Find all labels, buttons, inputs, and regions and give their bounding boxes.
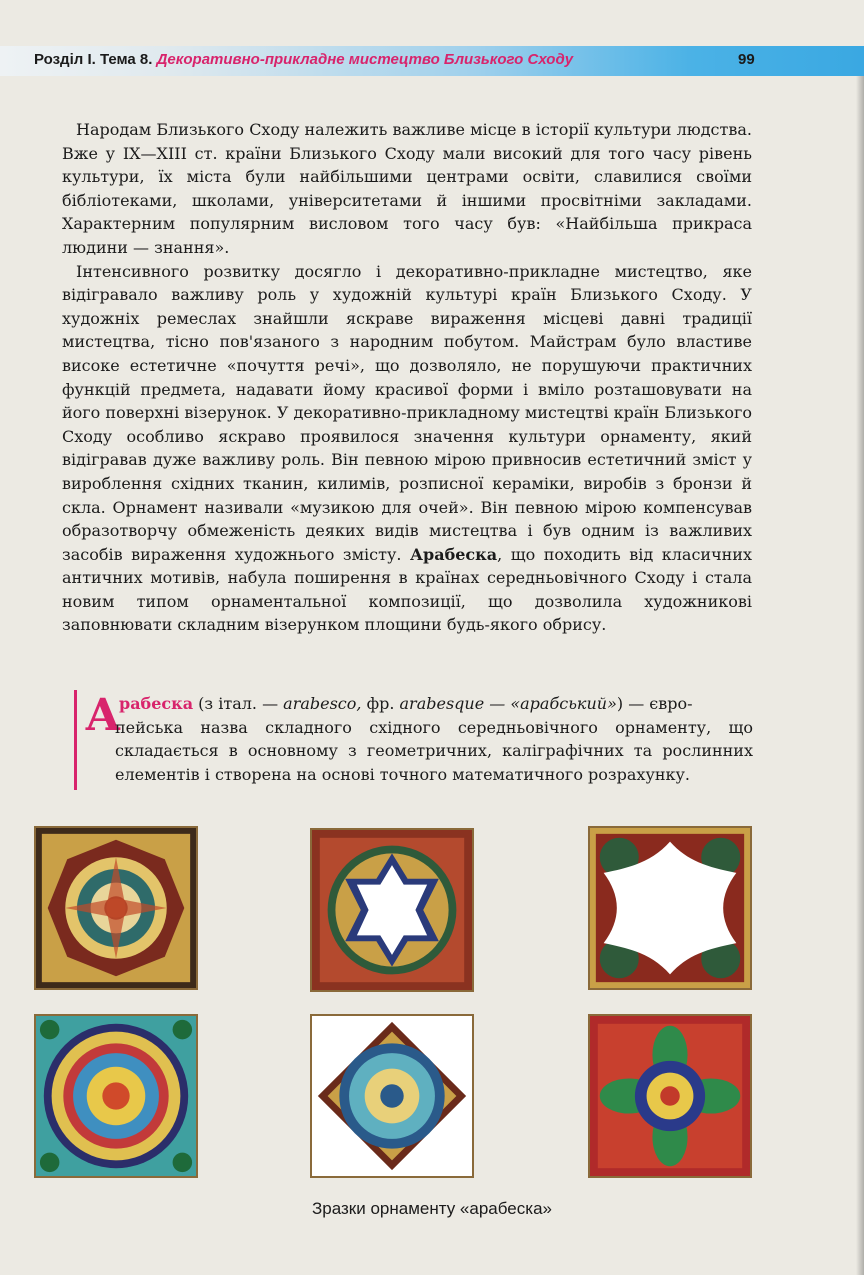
topic-title: Декоративно-прикладне мистецтво Близького Сходу (156, 51, 574, 68)
definition-close: ) — євро- (616, 694, 693, 713)
ornament-image-3 (588, 826, 752, 990)
section-title: Розділ І. Тема 8. (34, 51, 153, 68)
ornament-image-6 (588, 1014, 752, 1178)
figure-caption: Зразки орнаменту «арабеска» (312, 1199, 552, 1218)
page-header (0, 46, 864, 76)
paragraph-2-end: , що походить від класичних античних мотивів, набула поширення в країнах середньовічного Сходу і стала новим типом орнаментальної композиції, що дозволила художникові заповнювати складним візерунком площини будь-якого обрису. (62, 544, 752, 635)
term-arabesque: Арабеска (409, 544, 498, 564)
ornament-image-2 (310, 828, 474, 992)
paragraph-2-start: Інтенсивного розвитку досягло і декоративно-прикладне мистецтво, яке відігравало важливу роль у художній культурі країн Близького Сходу. У художніх ремеслах знайшли яскраве вираження місцеві давні традиції мистецтва, тісно пов'язаного з народним побутом. Майстрам було властиве високе естетичне «почуття речі», що дозволяло, не порушуючи практичних функцій предмета, надавати йому красивої форми і вміло розташовувати на його поверхні візерунок. У декоративно-прикладному мистецтві країн Близького Сходу особливо яскраво проявилося значення культури орнаменту, який відігравав дуже важливу роль. Він певною мірою привносив естетичний зміст у вироблення східних тканин, килимів, розписної кераміки, виробів з бронзи й скла. Орнамент називали «музикою для очей». Він певною мірою компенсував образотворчу обмеженість деяких видів мистецтва і був одним із важливих засобів вираження художнього змісту. (62, 261, 752, 564)
ornament-image-4 (34, 1014, 198, 1178)
definition-french: arabesque — «арабський» (399, 694, 617, 713)
paragraph-1: Народам Близького Сходу належить важливе місце в історії культури людства. Вже у IX—XIII ст. країни Близького Сходу мали високий для того часу рівень культури, їх міста були найбільшими центрами освіти, славилися своїми бібліотеками, школами, університетами й іншими просвітніми закладами. Характерним популярним висловом того часу був: «Найбільша прикраса людини — знання». (62, 120, 752, 257)
page-number: 99 (738, 51, 755, 68)
definition-body: пейська назва складного східного середньовічного орнаменту, що складається в основному з геометричних, каліграфічних та рослинних елементів і створена на основі точного математичного розрахунку. (115, 717, 753, 784)
definition-open: (з італ. — (193, 694, 284, 713)
ornament-image-5 (310, 1014, 474, 1178)
section-label (34, 51, 573, 68)
main-text (62, 118, 752, 637)
ornament-image-1 (34, 826, 198, 990)
definition-initial: А (85, 690, 121, 741)
definition-text (87, 692, 753, 786)
definition-italian: arabesco, (283, 694, 362, 713)
definition-fr-label: фр. (361, 694, 400, 713)
paragraph-2 (62, 260, 752, 638)
page-edge-shadow (856, 76, 864, 1275)
definition-box (74, 690, 757, 790)
definition-term: рабеска (119, 694, 194, 713)
